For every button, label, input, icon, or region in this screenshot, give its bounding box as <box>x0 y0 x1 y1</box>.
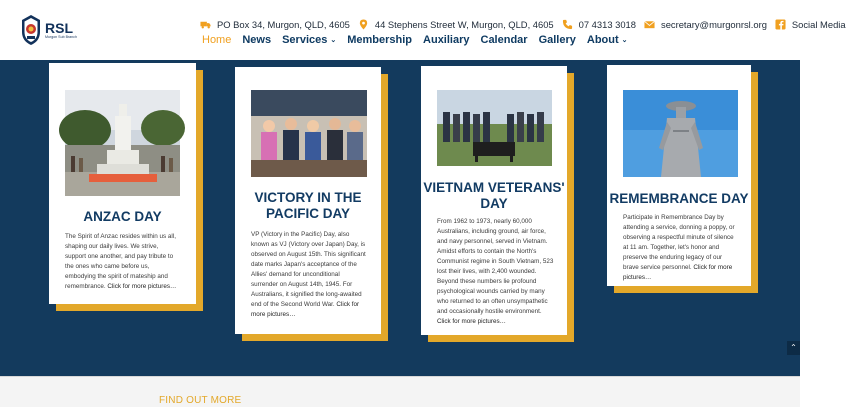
rsl-badge-icon <box>20 14 42 46</box>
contact-po-box <box>200 19 350 30</box>
event-card-remembrance[interactable] <box>607 65 751 286</box>
event-card-vietnam[interactable] <box>421 66 567 335</box>
card-body: VP (Victory in the Pacific) Day, also known as VJ (Victory over Japan) Day, is observed on August 15th. This significant date marks Japan's acceptance of the Allies' demand for unconditional surrender on August 14th, 1945. For Australians, it signified the long-awaited end of the Second World War. <box>251 231 366 308</box>
nav-auxiliary[interactable]: Auxiliary <box>423 34 470 46</box>
nav-services-label: Services <box>282 34 328 46</box>
nav-membership[interactable]: Membership <box>347 34 413 46</box>
card-title-text: ANZAC DAY <box>83 209 162 224</box>
chevron-up-icon: ⌃ <box>790 343 797 352</box>
card-title <box>607 191 751 207</box>
map-pin-icon <box>358 19 369 30</box>
card-title <box>49 209 196 225</box>
card-more-link[interactable]: Click for more pictures… <box>437 318 506 325</box>
nav-about-label: About <box>586 34 619 46</box>
card-title-line-1: VIETNAM VETERANS' <box>423 180 565 195</box>
nav-calendar[interactable]: Calendar <box>480 34 528 46</box>
chevron-down-icon: ⌄ <box>621 37 628 44</box>
anzac-memorial-photo[interactable] <box>65 90 180 196</box>
logo-rsl: RSL <box>45 19 73 36</box>
contact-social[interactable] <box>775 19 846 30</box>
nav-gallery[interactable]: Gallery <box>538 34 576 46</box>
nav-home[interactable]: Home <box>202 34 232 46</box>
po-box-text: PO Box 34, Murgon, QLD, 4605 <box>217 18 350 30</box>
nav-services[interactable] <box>282 34 336 46</box>
email-text[interactable]: secretary@murgonrsl.org <box>661 18 767 30</box>
phone-icon <box>562 19 573 30</box>
facebook-icon <box>775 19 786 30</box>
contact-bar <box>200 17 846 31</box>
card-title-line-2: PACIFIC DAY <box>265 206 350 221</box>
bottom-section <box>0 376 800 407</box>
scroll-top-button[interactable] <box>787 341 800 355</box>
contact-email[interactable] <box>644 19 767 30</box>
main-nav <box>202 32 628 48</box>
section-divider <box>0 376 800 377</box>
truck-icon <box>200 19 211 30</box>
card-more-link[interactable]: Click for more pictures… <box>107 283 177 290</box>
card-body: Participate in Remembrance Day by attending a service, donning a poppy, or observing a respectful minute of silence at 11 am. Together, let's honor and preserve the enduring legacy of our brave service personnel. <box>623 214 735 271</box>
card-body: From 1962 to 1973, nearly 60,000 Australians, including ground, air force, and navy personnel, served in Vietnam. Amidst efforts to contain the North's Communist regime in South Vietnam, 523 lost their lives, with 2,400 wounded. Beyond these numbers lie profound psychological wounds carried by many who returned to an often unsympathetic and occasionally hostile environment. <box>437 218 554 315</box>
card-description <box>65 232 181 292</box>
nav-news[interactable]: News <box>242 34 272 46</box>
chevron-down-icon: ⌄ <box>330 37 337 44</box>
logo-text-block <box>45 21 77 40</box>
card-description <box>251 230 367 320</box>
card-title-text: REMEMBRANCE DAY <box>609 191 749 206</box>
card-title-line-1: VICTORY IN THE <box>254 190 362 205</box>
card-body: The Spirit of Anzac resides within us all, shaping our daily lives. We strive, support one another, and pay tribute to the ones who came before us, embodying the spirit of mateship and remembrance. <box>65 233 176 290</box>
nav-about[interactable] <box>587 34 628 46</box>
card-description <box>623 213 739 283</box>
card-title <box>421 180 567 212</box>
phone-text[interactable]: 07 4313 3018 <box>578 18 636 30</box>
event-card-vp-day[interactable] <box>235 67 381 334</box>
social-text[interactable]: Social Media <box>791 18 846 30</box>
vp-day-photo[interactable] <box>251 90 367 177</box>
street-text: 44 Stephens Street W, Murgon, QLD, 4605 <box>374 18 554 30</box>
card-more-link[interactable]: Click for more pictures… <box>251 301 360 318</box>
card-description <box>437 217 555 327</box>
envelope-icon <box>644 19 655 30</box>
card-title <box>235 190 381 222</box>
contact-street <box>358 19 554 30</box>
vietnam-veterans-photo[interactable] <box>437 90 552 166</box>
find-out-more-link[interactable]: FIND OUT MORE <box>159 395 242 406</box>
logo-subtext: Murgon Sub Branch <box>45 34 77 39</box>
card-title-line-2: DAY <box>480 196 508 211</box>
site-header <box>0 0 846 60</box>
card-more-link[interactable]: Click for more pictures… <box>623 264 733 281</box>
contact-phone[interactable] <box>562 19 636 30</box>
remembrance-statue-photo[interactable] <box>623 90 738 177</box>
rsl-logo[interactable] <box>20 12 78 48</box>
event-card-anzac[interactable] <box>49 63 196 304</box>
